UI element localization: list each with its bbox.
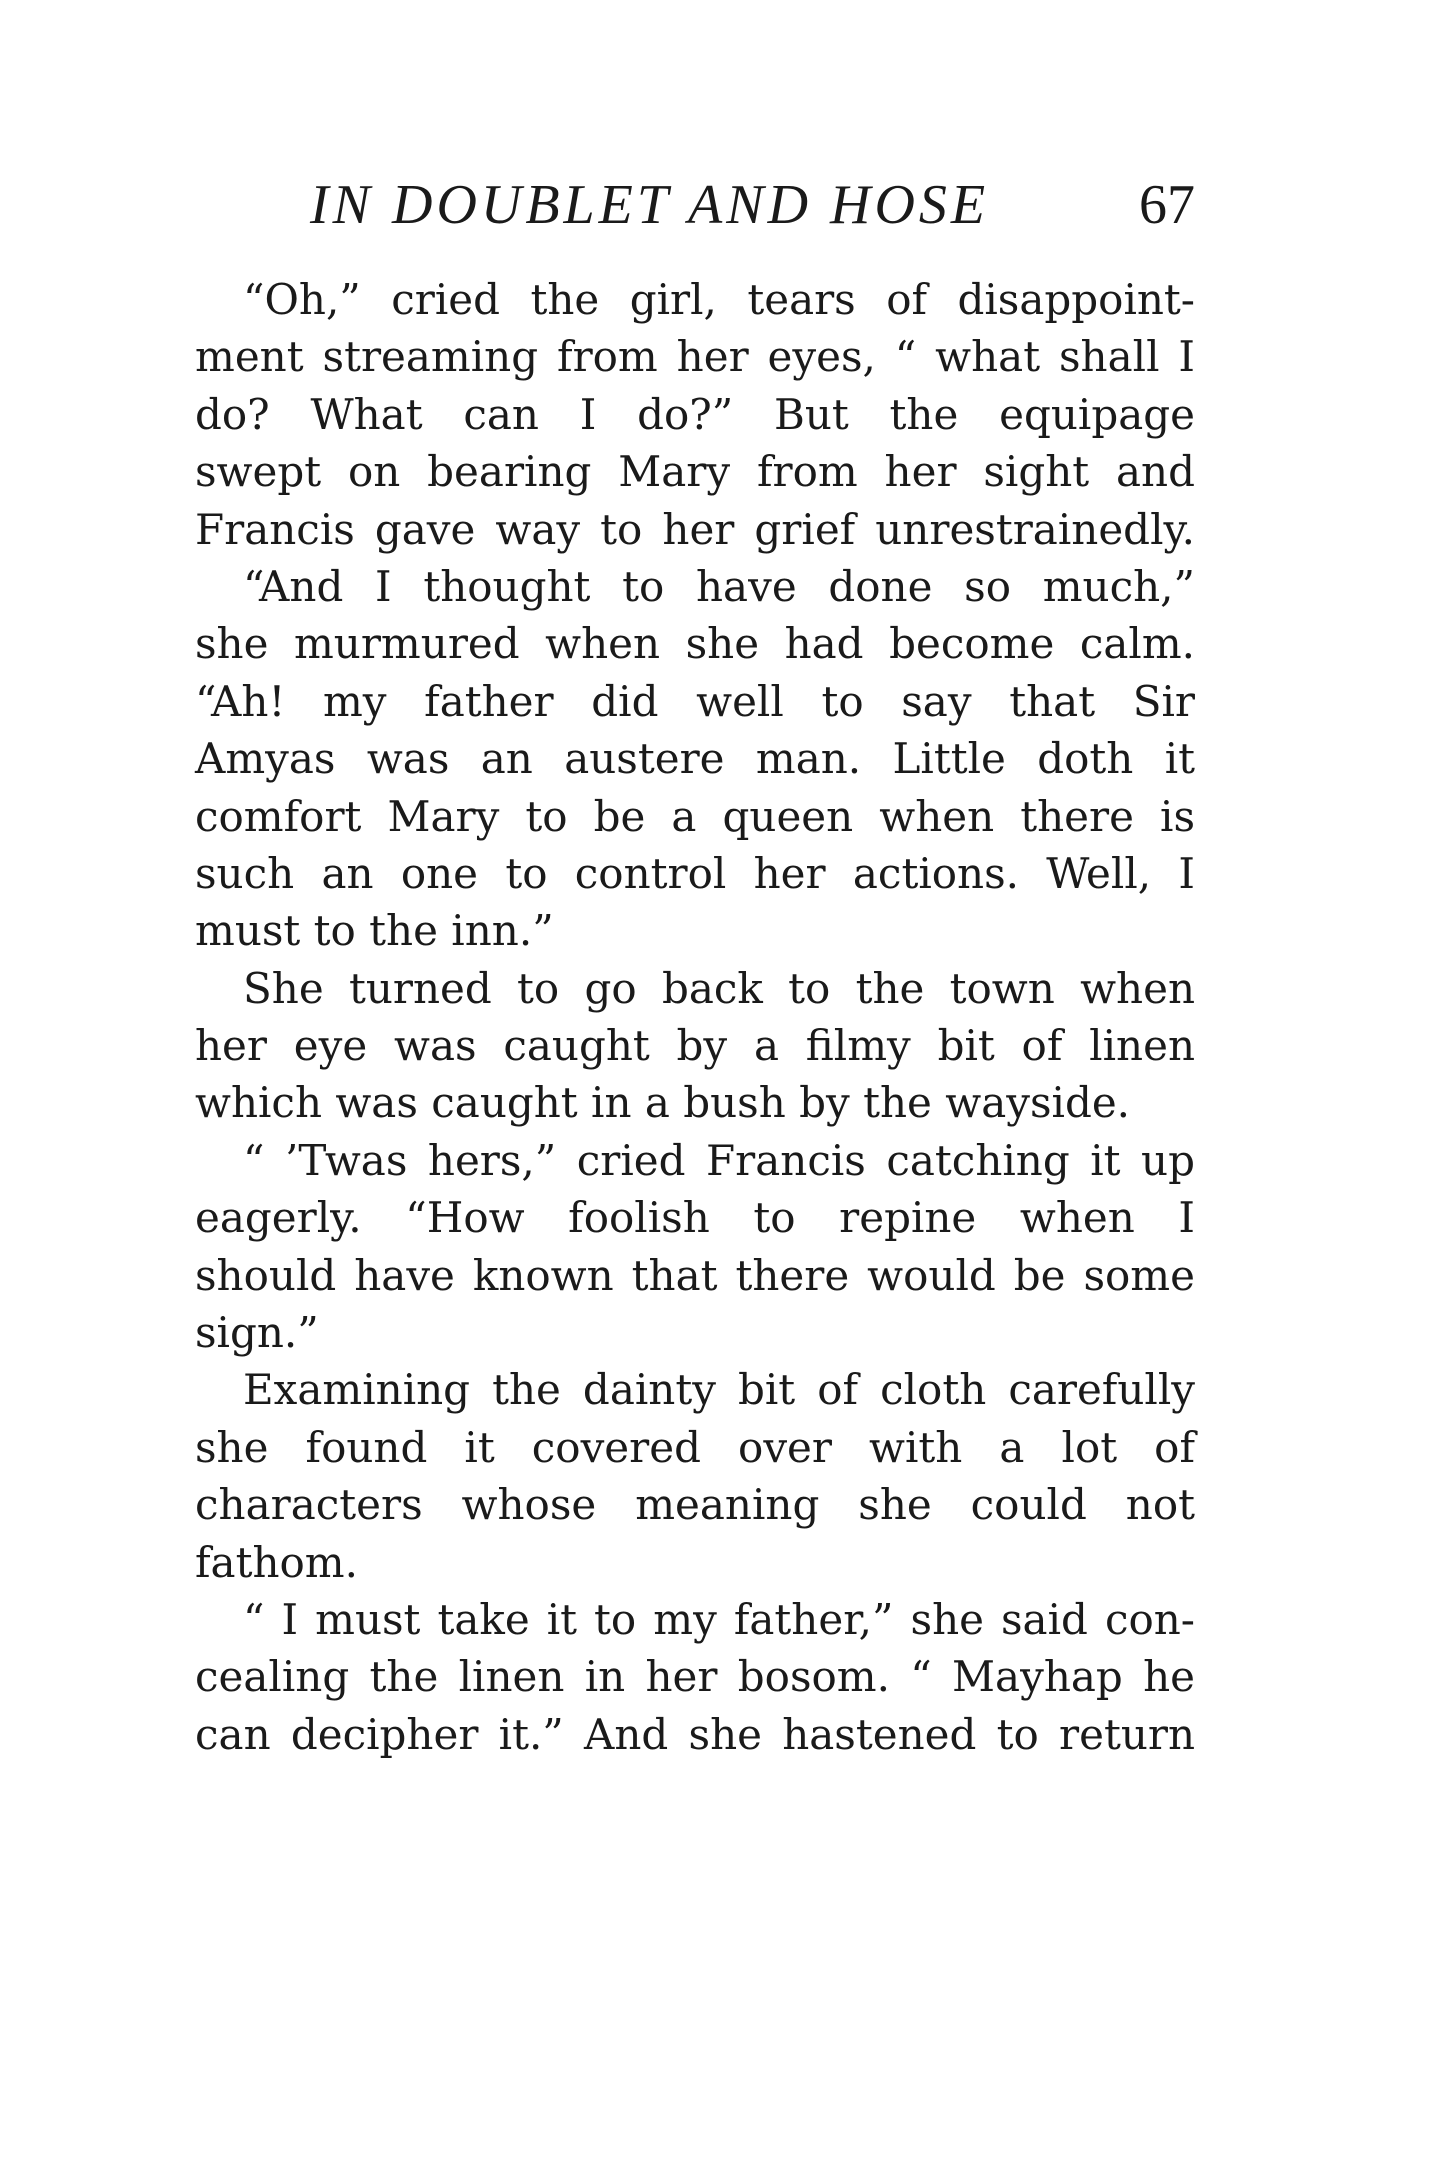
text-line: “And I thought to have done so much,” — [243, 561, 1195, 611]
running-head — [310, 170, 1195, 240]
text-line: “ I must take it to my father,” she said con- — [243, 1594, 1195, 1644]
text-line: can decipher it.” And she hastened to return — [195, 1709, 1195, 1759]
text-line: she found it covered over with a lot of — [195, 1422, 1195, 1472]
text-line: she murmured when she had become calm. — [195, 619, 1195, 669]
text-line: do? What can I do?” But the equipage — [195, 389, 1195, 439]
text-line: cealing the linen in her bosom. “ Mayhap he — [195, 1652, 1195, 1702]
text-line: should have known that there would be some — [195, 1250, 1195, 1300]
text-line: Amyas was an austere man. Little doth it — [195, 734, 1195, 784]
running-title: IN DOUBLET AND HOSE — [310, 174, 990, 236]
text-line: must to the inn.” — [195, 906, 554, 956]
text-line: “ ’Twas hers,” cried Francis catching it up — [243, 1135, 1195, 1185]
text-line: her eye was caught by a filmy bit of linen — [195, 1021, 1195, 1071]
text-line: ment streaming from her eyes, “ what shall I — [195, 332, 1195, 382]
text-line: She turned to go back to the town when — [243, 963, 1195, 1013]
text-line: sign.” — [195, 1308, 319, 1358]
text-line: Examining the dainty bit of cloth carefully — [243, 1365, 1195, 1415]
text-line: Francis gave way to her grief unrestrainedly. — [195, 504, 1195, 554]
text-line: swept on bearing Mary from her sight and — [195, 447, 1195, 497]
text-line: “Oh,” cried the girl, tears of disappoint- — [243, 275, 1195, 324]
text-line: eagerly. “How foolish to repine when I — [195, 1193, 1195, 1243]
text-line: which was caught in a bush by the wayside. — [195, 1078, 1131, 1128]
text-line: characters whose meaning she could not — [195, 1480, 1195, 1530]
body-text — [195, 271, 1195, 1763]
text-line: “Ah! my father did well to say that Sir — [195, 676, 1195, 726]
text-line: comfort Mary to be a queen when there is — [195, 791, 1195, 841]
page-number: 67 — [1139, 174, 1195, 236]
text-line: such an one to control her actions. Well, I — [195, 848, 1195, 898]
text-line: fathom. — [195, 1537, 358, 1587]
